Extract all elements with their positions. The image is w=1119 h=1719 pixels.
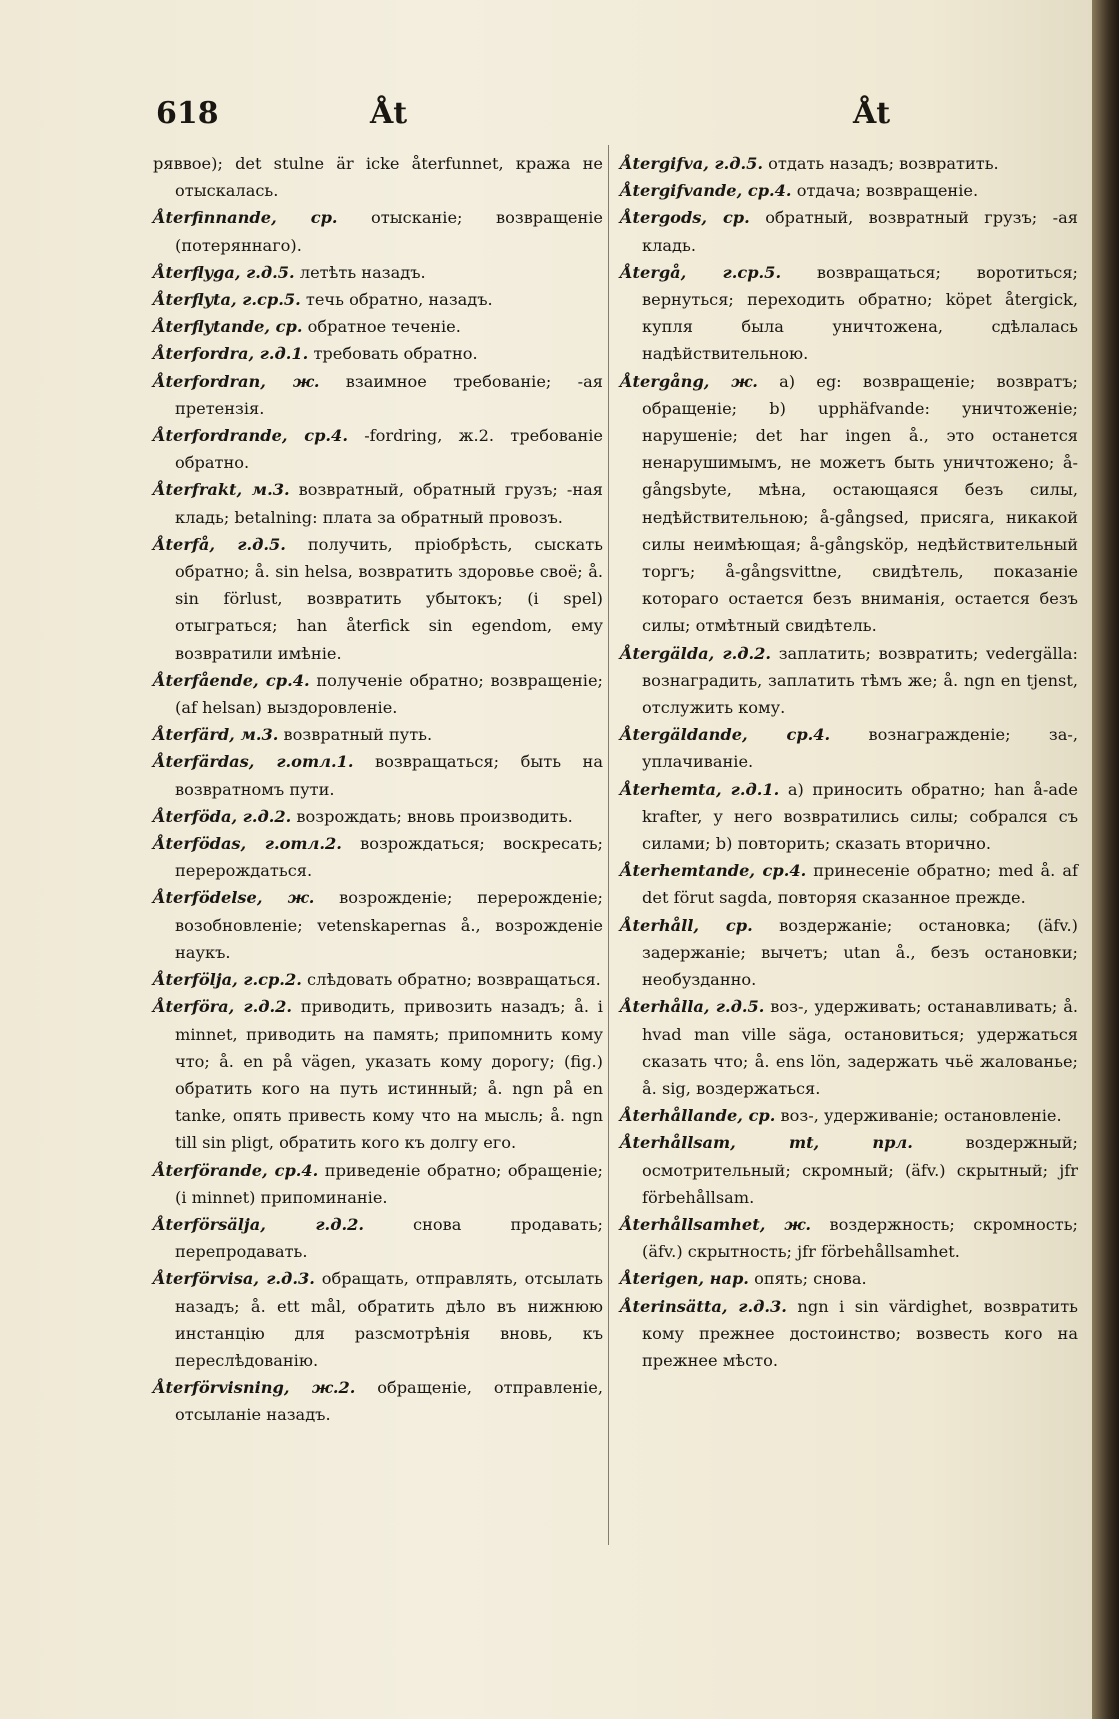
dictionary-entry <box>620 912 1078 994</box>
dictionary-entry <box>153 340 603 367</box>
entry-text: воз-, удерживать; останавливать; å. hvad man ville säga, остановиться; удержаться сказать что; å. ens lön, задержать чьё жалованье; å. sig, воздержаться. <box>642 997 1078 1098</box>
entry-headword: Återgäldande <box>620 725 743 745</box>
dictionary-entry <box>620 721 1078 775</box>
entry-grammar: , ср. <box>693 915 753 935</box>
dictionary-entry <box>153 476 603 530</box>
dictionary-entry <box>620 1211 1078 1265</box>
dictionary-entry <box>620 1129 1078 1211</box>
entry-grammar: , г.ср.5. <box>231 290 301 310</box>
entry-headword: Återgälda <box>620 643 709 663</box>
dictionary-entry <box>153 286 603 313</box>
entry-text: воздержаніе; остановка; (äfv.) задержаніе; вычетъ; utan å., безъ остановки; необузданно. <box>642 915 1078 990</box>
column-divider <box>608 145 609 1545</box>
entry-grammar: , г.ср.2. <box>232 970 302 990</box>
dictionary-entry <box>153 803 603 830</box>
entry-grammar: , ср.4. <box>262 1160 319 1180</box>
entry-grammar: , mt, прл. <box>730 1133 913 1153</box>
entry-text: возрожденіе; перерожденіе; возобновленіе; vetenskapernas å., возрожденіе наукъ. <box>175 888 604 962</box>
entry-grammar: , г.д.1. <box>716 779 780 799</box>
entry-headword: Återgifvande <box>620 181 737 201</box>
dictionary-entry <box>153 721 603 748</box>
entry-text: отдать назадъ; возвратить. <box>763 154 999 173</box>
dictionary-entry <box>620 993 1078 1102</box>
entry-headword: Återförsälja <box>153 1214 261 1234</box>
dictionary-entry <box>620 204 1078 258</box>
entry-text: полученіе обратно; возвращеніе; (af helsan) выздоровленіе. <box>175 670 603 718</box>
entry-grammar: , г.д.2. <box>260 1214 364 1234</box>
entry-grammar: , ср. <box>264 317 303 337</box>
entry-headword: Återförvisning <box>153 1378 284 1398</box>
dictionary-entry <box>153 1157 603 1211</box>
entry-headword: Återfölja <box>153 970 233 990</box>
entry-grammar: , г.отл.2. <box>240 834 342 854</box>
entry-headword: Återfordran <box>153 371 261 391</box>
entry-text: летѣть назадъ. <box>294 262 426 282</box>
dictionary-entry <box>153 1211 603 1265</box>
entry-headword: Återfrakt <box>153 480 237 500</box>
entry-grammar: , м.3. <box>236 480 290 500</box>
entry-headword: Återföra <box>153 997 229 1017</box>
entry-headword: Återförande <box>153 1160 263 1180</box>
dictionary-entry <box>153 150 603 204</box>
dictionary-entry <box>153 368 603 422</box>
entry-text: приведеніе обратно; обращеніе; (i minnet) припоминаніе. <box>175 1160 603 1207</box>
entry-grammar: , г.д.3. <box>721 1296 787 1316</box>
entry-headword: Återflyta <box>153 290 232 310</box>
entry-text: ряввое); det stulne är icke återfunnet, кража не отыскалась. <box>153 154 603 201</box>
entry-grammar: , ср.4. <box>736 181 792 201</box>
dictionary-entry <box>153 884 603 966</box>
entry-grammar: , м.3. <box>229 725 279 745</box>
dictionary-entry <box>620 1102 1078 1129</box>
entry-headword: Återfärdas <box>153 752 249 772</box>
entry-grammar: , г.д.1. <box>248 344 309 364</box>
running-head-right: Åt <box>853 96 891 131</box>
entry-grammar: , ср.4. <box>742 725 831 745</box>
entry-text: требовать обратно. <box>308 344 478 364</box>
dictionary-entry <box>153 204 603 258</box>
entry-headword: Återfordra <box>153 344 249 364</box>
entry-grammar: , г.д.2. <box>708 643 772 663</box>
dictionary-entry <box>153 1265 603 1374</box>
entry-text: слѣдовать обратно; возвращаться. <box>301 970 601 990</box>
entry-text: взаимное требованіе; -ая претензія. <box>175 371 603 418</box>
entry-text: отдача; возвращеніе. <box>791 181 979 201</box>
dictionary-entry <box>153 259 603 286</box>
entry-grammar: , г.отл.1. <box>248 752 354 772</box>
left-column <box>153 150 603 1429</box>
dictionary-entry <box>153 422 603 476</box>
dictionary-entry <box>620 1265 1078 1292</box>
entry-text: получить, пріобрѣсть, сыскать обратно; å. sin helsa, возвратить здоровье своё; å. sin förlust, возвратить убытокъ; (i spel) отыграться; han återfick sin egendom, ему возвратили имѣніе. <box>175 534 603 663</box>
entry-text: ngn i sin värdighet, возвратить кому прежнее достоинство; возвесть кого на прежнее мѣсто. <box>642 1296 1078 1370</box>
entry-headword: Återgifva <box>620 154 704 173</box>
entry-text: a) eg: возвращеніе; возвратъ; обращеніе; b) upphäfvande: уничтоженіе; нарушеніе; det har ingen å., это останется ненарушимымъ, не можетъ быть уничтожено; å-gångsbyte, мѣна, остающаяся безъ силы, недѣйствительною; å-gångsed, присяга, никакой силы неимѣющая; å-gångsköp, недѣйствительный торгъ; å-gångsvittne, свидѣтель, показаніе котораго остается безъ вниманія, остается безъ силы; отмѣтный свидѣтель. <box>642 371 1078 636</box>
dictionary-entry <box>620 150 1078 177</box>
entry-grammar: , г.ср.5. <box>680 262 782 282</box>
entry-headword: Återhåll <box>620 915 694 935</box>
entry-text: воз-, удерживаніе; остановленіе. <box>775 1106 1062 1126</box>
entry-text: течь обратно, назадъ. <box>300 290 493 310</box>
page-header <box>0 96 1092 136</box>
dictionary-entry <box>620 776 1078 858</box>
entry-text: вознагражденіе; за-, уплачиваніе. <box>642 725 1078 772</box>
entry-grammar: , ж.2. <box>283 1378 356 1398</box>
entry-headword: Återflytande <box>153 317 265 337</box>
dictionary-entry <box>153 966 603 993</box>
dictionary-entry <box>620 177 1078 204</box>
dictionary-entry <box>620 1293 1078 1375</box>
entry-headword: Återfödas <box>153 834 241 854</box>
entry-grammar: , г.д.3. <box>253 1269 315 1289</box>
dictionary-entry <box>153 531 603 667</box>
entry-headword: Återfå <box>153 534 210 554</box>
entry-headword: Återfordrande <box>153 426 282 446</box>
entry-text: возвратный путь. <box>278 725 433 745</box>
entry-headword: Återhållsamhet <box>620 1214 760 1234</box>
entry-headword: Återfödelse <box>153 888 257 908</box>
right-column <box>620 150 1078 1374</box>
entry-grammar: , ж. <box>759 1214 812 1234</box>
entry-headword: Återflyga <box>153 262 235 282</box>
entry-text: возвратный, обратный грузъ; -ная кладь; betalning: плата за обратный провозъ. <box>175 480 603 527</box>
entry-text: возвращаться; воротиться; вернуться; переходить обратно; köpet återgick, купля была уничтожена, сдѣлалась надѣйствительною. <box>642 262 1078 364</box>
entry-headword: Återförvisa <box>153 1269 254 1289</box>
entry-grammar: , г.д.5. <box>234 262 295 282</box>
entry-text: возрождаться; воскресать; перерождаться. <box>175 834 603 881</box>
entry-headword: Återhållande <box>620 1106 738 1126</box>
dictionary-entry <box>153 748 603 802</box>
entry-grammar: , ср. <box>737 1106 776 1126</box>
entry-grammar: , г.д.5. <box>703 997 765 1017</box>
dictionary-entry <box>153 1374 603 1428</box>
entry-headword: Återfinnande <box>153 208 272 228</box>
dictionary-entry <box>620 857 1078 911</box>
entry-text: опять; снова. <box>748 1269 867 1289</box>
dictionary-entry <box>620 640 1078 722</box>
entry-grammar: , ср.4. <box>749 861 807 881</box>
entry-headword: Återgods <box>620 208 702 228</box>
entry-text: обращать, отправлять, отсылать назадъ; å. ett mål, обратить дѣло въ нижнюю инстанцію для разсмотрѣнія вновь, къ переслѣдованію. <box>175 1269 603 1370</box>
entry-text: отысканіе; возвращеніе (потеряннаго). <box>175 208 603 255</box>
dictionary-entry <box>153 830 603 884</box>
entry-grammar: , ж. <box>703 371 758 391</box>
book-spine-edge <box>1092 0 1119 1719</box>
entry-text: обратное теченіе. <box>302 317 461 337</box>
entry-headword: Återhemtande <box>620 861 750 881</box>
page-number: 618 <box>156 96 219 131</box>
entry-headword: Återföda <box>153 806 232 826</box>
entry-text: заплатить; возвратить; vedergälla: вознаградить, заплатить тѣмъ же; å. ngn en tjenst, отслужить кому. <box>642 643 1078 718</box>
entry-text: возрождать; вновь производить. <box>291 806 573 826</box>
entry-headword: Återgång <box>620 371 704 391</box>
entry-grammar: , г.д.5. <box>703 154 764 173</box>
entry-headword: Återhållsam <box>620 1133 731 1153</box>
entry-headword: Återhålla <box>620 997 704 1017</box>
running-head-left: Åt <box>370 96 408 131</box>
entry-headword: Återhemta <box>620 779 717 799</box>
entry-text: приводить, привозить назадъ; å. i minnet, приводить на память; припомнить кому что; å. en på vägen, указать кому дорогу; (fig.) обратить кого на путь истинный; å. ngn på en tanke, опять привесть кому что на мысль; å. ngn till sin pligt, обратить кого къ долгу его. <box>175 997 603 1153</box>
entry-grammar: , ср.4. <box>281 426 348 446</box>
entry-text: снова продавать; перепродавать. <box>175 1214 603 1262</box>
entry-grammar: , ср. <box>701 208 750 228</box>
entry-grammar: , ж. <box>256 888 315 908</box>
entry-headword: Återgå <box>620 262 681 282</box>
entry-text: a) приносить обратно; han å-ade krafter, у него возвратились силы; собрался съ силами; b) повторить; сказать вторично. <box>642 779 1078 854</box>
dictionary-entry <box>153 993 603 1156</box>
entry-grammar: , г.д.2. <box>228 997 293 1017</box>
dictionary-entry <box>620 259 1078 368</box>
dictionary-entry <box>153 313 603 340</box>
entry-grammar: , ж. <box>260 371 320 391</box>
dictionary-entry <box>153 667 603 721</box>
entry-text: обратный, возвратный грузъ; -ая кладь. <box>642 208 1078 255</box>
entry-grammar: , ср.4. <box>253 670 310 690</box>
entry-headword: Återfärd <box>153 725 230 745</box>
entry-grammar: , ср. <box>271 208 338 228</box>
entry-text: воздержность; скромность; (äfv.) скрытность; jfr förbehållsamhet. <box>642 1214 1078 1262</box>
entry-headword: Återigen <box>620 1269 699 1289</box>
entry-text: возвращаться; быть на возвратномъ пути. <box>175 752 603 799</box>
entry-text: обращеніе, отправленіе, отсыланіе назадъ. <box>175 1378 603 1425</box>
entry-text: воздержный; осмотрительный; скромный; (äfv.) скрытный; jfr förbehållsam. <box>642 1133 1078 1207</box>
entry-grammar: , г.д.5. <box>209 534 286 554</box>
entry-text: принесеніе обратно; med å. af det förut sagda, повторяя сказанное прежде. <box>642 861 1078 908</box>
entry-headword: Återfående <box>153 670 254 690</box>
entry-text: -fordring, ж.2. требованіе обратно. <box>175 426 603 473</box>
entry-grammar: , нар. <box>698 1269 749 1289</box>
entry-headword: Återinsätta <box>620 1296 722 1316</box>
dictionary-entry <box>620 368 1078 640</box>
entry-grammar: , г.д.2. <box>231 806 292 826</box>
